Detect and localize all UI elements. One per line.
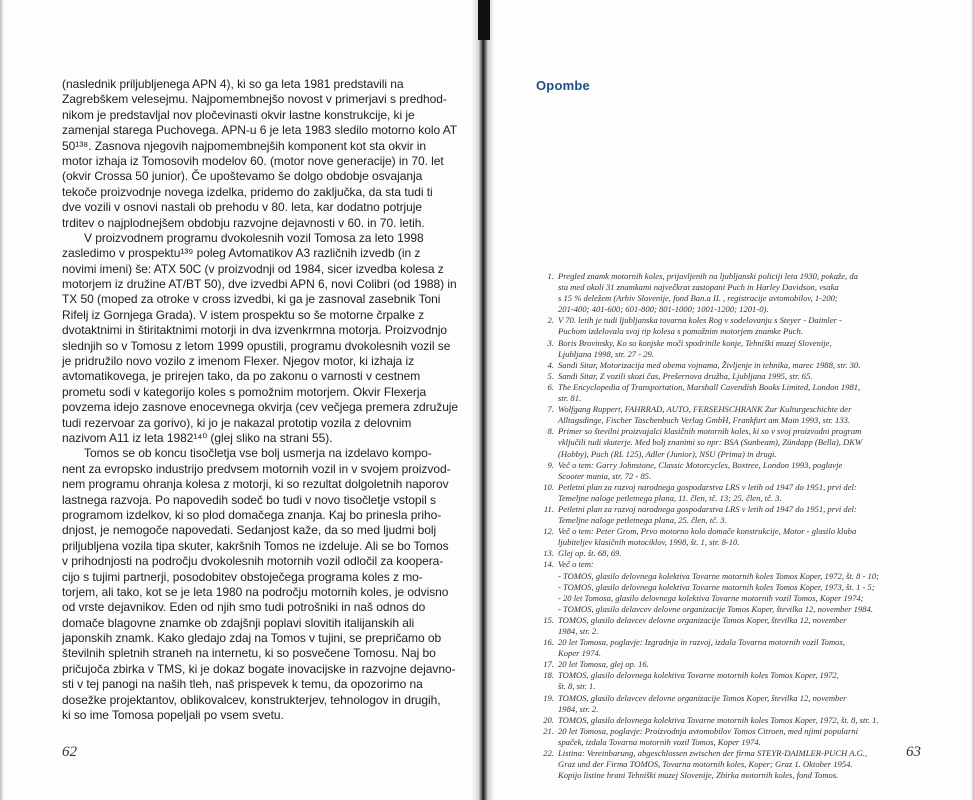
- text-line: domače blagovne znamke ob zdajšnji poplavi slovitih italijanskih ali: [62, 615, 415, 630]
- text-line: 50¹³⁸. Zasnova njegovih najpomembnejših komponent kot sta okvir in: [62, 138, 426, 153]
- footnote-line: Več o tem: Peter Grom, Prvo motorno kolo domače konstrukcije, Motor - glasilo kluba: [558, 526, 857, 537]
- paragraph: [62, 77, 458, 231]
- footnote-number: 17.: [543, 659, 554, 670]
- footnote-line: - 20 let Tomosa, glasilo delovnega kolektiva Tovarne motornih vozil Tomos, Koper 1974;: [558, 592, 864, 603]
- footnote-line: Listina: Vereinbarung, abgeschlossen zwischen der firma STEYR-DAIMLER-PUCH A.G.,: [558, 748, 868, 759]
- text-line: povzema idejo zasnove enocevnega okvirja (cev večjega premera združuje: [62, 400, 459, 415]
- book-gutter: [472, 0, 494, 800]
- footnote-line: spaček, izdala Tovarna motornih vozil Tomos, Koper 1974.: [558, 736, 761, 747]
- footnote-number: 1.: [547, 271, 554, 281]
- footnote-line: Petletni plan za razvoj narodnega gospodarstva LRS v letih od 1947 do 1951, prvi del:: [558, 503, 857, 514]
- footnote-line: Wolfgang Ruppert, FAHRRAD, AUTO, FERSEHSCHRANK Zur Kulturgeschichte der: [558, 404, 852, 415]
- footnote-number: 13.: [543, 548, 554, 559]
- text-line: avtomatikovega, je prirejen tako, da po zakonu o varnosti v cestnem: [62, 369, 421, 384]
- footnote: [536, 659, 911, 670]
- footnote: [536, 548, 911, 559]
- footnote-line: - TOMOS, glasilo delavcev delovne organizacije Tomos Koper, številka 12, november 1984.: [558, 603, 873, 614]
- footnote-line: V 70. letih je tudi ljubljanska tovarna koles Rog v sodelovanju s Steyer - Daimler -: [558, 315, 842, 326]
- footnote-number: 6.: [547, 381, 554, 392]
- text-line: pričujoča zbirka v TMS, ki je dokaz bogate inovacijske in razvojne dejavno-: [62, 661, 456, 676]
- footnote: [536, 360, 911, 371]
- footnote-line: Pregled znamk motornih koles, prijavljenih na ljubljanski policiji leta 1930, pokaže, da: [558, 271, 858, 281]
- footnote: [536, 670, 911, 692]
- footnote-line: Temeljne naloge petletnega plana, 11. člen, tč. 13; 25. člen, tč. 3.: [558, 492, 782, 503]
- footnote: [536, 637, 911, 659]
- footnote-line: 1984, str. 2.: [558, 626, 599, 636]
- footnote: [536, 559, 911, 614]
- footnote-number: 18.: [543, 670, 554, 681]
- footnote: [536, 726, 911, 748]
- footnote: [536, 426, 911, 459]
- footnote-line: TOMOS, glasilo delovnega kolektiva Tovarne motornih koles Tomos Koper, 1972, št. 8, str. 1.: [558, 714, 879, 725]
- text-line: prometu sodi v kategorijo koles s pomožnim motorjem. Okvir Flexerja: [62, 384, 427, 399]
- text-line: zamenjal starega Puchovega. APN-u 6 je leta 1983 sledilo motorno kolo AT: [62, 123, 458, 138]
- text-line: zasledimo v prospektu¹³⁹ poleg Avtomatikov A3 različnih izvedb (in z: [62, 246, 421, 261]
- text-line: lastnega razvoja. Po napovedih sodeč bo tudi v novo tisočletje vstopil s: [62, 492, 436, 507]
- text-line: novimi imeni) še: ATX 50C (v proizvodnji od 1984, sicer izvedba kolesa z: [62, 261, 444, 276]
- footnote-line: 20 let Tomosa, poglavje: Proizvodnja avtomobilov Tomos Citroen, med njimi popularni: [558, 725, 858, 736]
- text-line: tudi rezervoar za gorivo), ki jo je nakazal prototip vozila z delovnim: [62, 415, 412, 430]
- footnote-line: ljubiteljev klasičnih motociklov, 1998, št. 1, str. 8-10.: [558, 537, 740, 548]
- footnote-line: Graz und der Firma TOMOS, Tovarna motornih koles, Koper; Graz 1. Oktober 1954.: [558, 759, 853, 770]
- footnote-number: 16.: [543, 637, 554, 648]
- footnote-line: sta med okoli 31 znamkami največkrat zastopani Puch in Harley Davidson, vsaka: [558, 282, 839, 293]
- footnote: [536, 371, 911, 382]
- text-line: programom izdelkov, ki so plod domačega znanja. Kaj bo prinesla priho-: [62, 507, 442, 522]
- footnote-line: št. 8, str. 1.: [558, 681, 596, 692]
- text-line: nazivom A11 iz leta 1982¹⁴⁰ (glej sliko na strani 55).: [62, 430, 333, 445]
- text-line: številnih spletnih straneh na internetu, ki so posvečene Tomosu. Naj bo: [62, 646, 436, 661]
- footnote-line: Več o tem:: [558, 559, 594, 570]
- footnote-line: Sandi Sitar, Motorizacija med obema vojnama, Življenje in tehnika, marec 1988, str. 30.: [558, 359, 861, 370]
- footnote-line: Boris Brovinsky, Ko so konjske moči spodrinile konje, Tehniški muzej Slovenije,: [558, 337, 832, 348]
- text-line: motorjem iz družine AT/BT 50), dve izvedbi APN 6, novi Colibri (od 1988) in: [62, 277, 457, 292]
- text-line: trditev o najplodnejšem obdobju razvojne dejavnosti v 60. in 70. letih.: [62, 215, 425, 230]
- footnote-line: (Hobby), Puch (RL 125), Adler (Junior), NSU (Prima) in drugi.: [558, 448, 777, 459]
- text-line: cijo s tujimi partnerji, posodobitev obstoječega programa koles z mo-: [62, 569, 423, 584]
- paragraph: [62, 230, 459, 446]
- footnote: [536, 404, 911, 426]
- footnote: [536, 715, 911, 726]
- footnotes-list: [536, 271, 911, 781]
- footnote-line: Sandi Sitar, Z vozili skozi čas, Prešernova družba, Ljubljana 1995, str. 65.: [558, 370, 813, 381]
- page-number-right: 63: [906, 744, 921, 760]
- text-line: nem programu ohranja kolesa z motorji, ki so rezultat dolgoletnih naporov: [62, 477, 449, 492]
- footnote-line: 20 let Tomosa, glej op. 16.: [558, 659, 649, 670]
- footnote-line: - TOMOS, glasilo delovnega kolektiva Tovarne motornih koles Tomos Koper, 1973, št. 1 - 5;: [558, 581, 875, 592]
- footnote: [536, 338, 911, 360]
- footnote-line: Kopijo listine hrani Tehniški muzej Slovenije, Zbirka motornih koles, fond Tomos.: [558, 770, 839, 781]
- footnote-line: TOMOS, glasilo delovnega kolektiva Tovarne motornih koles Tomos Koper, 1972,: [558, 670, 839, 681]
- footnote-line: vključili tudi skuterje. Med bolj znanimi so npr: BSA (Sunbeam), Zündapp (Bella), DKW: [558, 437, 863, 448]
- text-line: v prihodnjosti na področju dvokolesnih motornih vozil odločil za koopera-: [62, 554, 444, 569]
- footnote-number: 15.: [543, 614, 554, 625]
- footnote: [536, 504, 911, 526]
- footnote-line: Ljubljana 1998, str. 27 - 29.: [558, 348, 654, 359]
- footnote-line: TOMOS, glasilo delavcev delovne organizacije Tomos Koper, številka 12, november: [558, 692, 847, 703]
- footnote-number: 22.: [543, 748, 554, 759]
- footnote-line: 20 let Tomosa, poglavje: Izgradnja in razvoj, izdala Tovarna motornih vozil Tomos,: [558, 637, 845, 648]
- notes-heading: Opombe: [536, 78, 590, 93]
- text-line: nikom je predstavljal nov pločevinasti okvir lastne konstrukcije, ki je: [62, 107, 415, 122]
- footnote-line: Puchom izdelovala svoj tip kolesa s pomožnim motorjem znamke Puch.: [558, 326, 803, 337]
- text-line: dnjost, je nemogoče napovedati. Sedanjost kaže, da so med ljudmi bolj: [62, 523, 437, 538]
- text-line: V proizvodnem programu dvokolesnih vozil Tomosa za leto 1998: [84, 230, 424, 245]
- text-line: motor izhaja iz Tomosovih modelov 60. (motor nove generacije) in 70. let: [62, 153, 444, 168]
- footnote: [536, 693, 911, 715]
- body-text: [62, 77, 459, 723]
- footnote-number: 12.: [543, 526, 554, 537]
- page-number-left: 62: [62, 744, 77, 760]
- footnote: [536, 382, 911, 404]
- text-line: je pridružilo novo vozilo z imenom Flexer. Njegov motor, ki izhaja iz: [62, 354, 415, 369]
- footnote-number: 19.: [543, 692, 554, 703]
- page-edge-left: [0, 0, 4, 800]
- footnote-line: TOMOS, glasilo delavcev delovne organizacije Tomos Koper, številka 12, november: [558, 614, 847, 625]
- gutter-shadow: [478, 0, 490, 40]
- footnote-number: 7.: [547, 404, 554, 415]
- footnote-number: 5.: [547, 370, 554, 381]
- footnote-number: 3.: [547, 337, 554, 348]
- footnote-line: s 15 % deležem (Arhiv Slovenije, fond Ban.a II. , registracije avtomobilov, 1-200;: [558, 293, 838, 304]
- paragraph: [62, 446, 456, 723]
- footnote-line: Temeljne naloge petletnega plana, 25. člen, tč. 3.: [558, 515, 727, 526]
- footnote-number: 10.: [543, 481, 554, 492]
- footnote-line: The Encyclopedia of Transportation, Marshall Cavendish Books Limited, London 1981,: [558, 381, 861, 392]
- footnote-line: 1984, str. 2.: [558, 703, 599, 714]
- footnote: [536, 615, 911, 637]
- footnote-line: Alltagsdinge, Fischer Taschenbuch Verlag GmbH, Frankfurt am Main 1993, str. 133.: [558, 415, 851, 426]
- text-line: Tomos se ob koncu tisočletja vse bolj usmerja na izdelavo kompo-: [84, 446, 432, 461]
- footnote-line: 201-400; 401-600; 601-800; 801-1000; 1001-1200; 1201-0).: [558, 304, 769, 315]
- footnote-number: 4.: [547, 359, 554, 370]
- text-line: nent za evropsko industrijo predvsem motornih vozil in v svojem proizvod-: [62, 461, 451, 476]
- text-line: tekoče proizvodnje novega izdelka, pridemo do zaključka, da sta tudi ti: [62, 184, 433, 199]
- text-line: ki so ime Tomosa popeljali po vsem svetu.: [62, 708, 284, 723]
- footnote: [536, 748, 911, 781]
- text-line: dvotaktnimi in štiritaktnimi motorji in dva izvenkrmna motorja. Proizvodnjo: [62, 323, 448, 338]
- text-line: torjem, ali tako, kot se je leta 1980 na področju motornih koles, je odvisno: [62, 584, 449, 599]
- text-line: dve vozili v osnovi nastali ob prehodu v 80. leta, kar dodatno potrjuje: [62, 200, 423, 215]
- footnote: [536, 482, 911, 504]
- text-line: Zagrebškem velesejmu. Najpomembnejšo novost v primerjavi s predhod-: [62, 92, 447, 107]
- footnote-line: Petletni plan za razvoj narodnega gospodarstva LRS v letih od 1947 do 1951, prvi del:: [558, 481, 857, 492]
- text-line: japonskih znamk. Kako gledajo zdaj na Tomos v tujini, se prepričamo ob: [62, 631, 442, 646]
- footnote-number: 8.: [547, 426, 554, 437]
- footnote-line: - TOMOS, glasilo delovnega kolektiva Tovarne motornih koles Tomos Koper, 1972, št. 8 - 10;: [558, 570, 879, 581]
- footnote-number: 20.: [543, 714, 554, 725]
- text-line: (naslednik priljubljenega APN 4), ki so ga leta 1981 predstavili na: [62, 77, 404, 91]
- footnote-number: 9.: [547, 459, 554, 470]
- text-line: (okvir Crossa 50 junior). Če upoštevamo še dolgo obdobje osvajanja: [62, 169, 423, 184]
- text-line: slednjih so v Tomosu z letom 1999 opustili, programu dvokolesnih vozil se: [62, 338, 451, 353]
- footnote-number: 21.: [543, 725, 554, 736]
- footnote-number: 2.: [547, 315, 554, 326]
- footnote-number: 11.: [543, 503, 554, 514]
- footnote-line: Več o tem: Garry Johnstone, Classic Motorcycles, Boxtree, London 1993, poglavje: [558, 459, 843, 470]
- footnote-line: Glej op. št. 68, 69.: [558, 548, 622, 559]
- text-line: sti v tej panogi na naših tleh, naš prispevek k temu, da opozorimo na: [62, 677, 423, 692]
- footnote-line: Primer so številni proizvajalci klasičnih motornih koles, ki so v svoj proizvodni program: [558, 426, 862, 437]
- left-page: [0, 0, 479, 800]
- text-line: Rifelj iz Gornjega Grada). V istem prospektu so še motorne črpalke z: [62, 307, 425, 322]
- footnote-line: Scooter mania, str. 72 - 85.: [558, 470, 652, 481]
- text-line: od vrste dejavnikov. Eden od njih smo tudi potrošniki in naš odnos do: [62, 600, 426, 615]
- footnote: [536, 460, 911, 482]
- text-line: dosežke projektantov, oblikovalcev, konstrukterjev, tehnologov in drugih,: [62, 692, 441, 707]
- text-line: TX 50 (moped za otroke v cross izvedbi, ki ga je zasnoval zasebnik Toni: [62, 292, 441, 307]
- footnote: [536, 315, 911, 337]
- footnote-line: str. 81.: [558, 393, 582, 404]
- footnote: [536, 271, 911, 315]
- footnote-line: Koper 1974.: [558, 648, 601, 659]
- footnote-number: 14.: [543, 559, 554, 570]
- text-line: priljubljena vozila tipa skuter, kakršnih Tomos ne izdeluje. Ali se bo Tomos: [62, 538, 449, 553]
- footnote: [536, 526, 911, 548]
